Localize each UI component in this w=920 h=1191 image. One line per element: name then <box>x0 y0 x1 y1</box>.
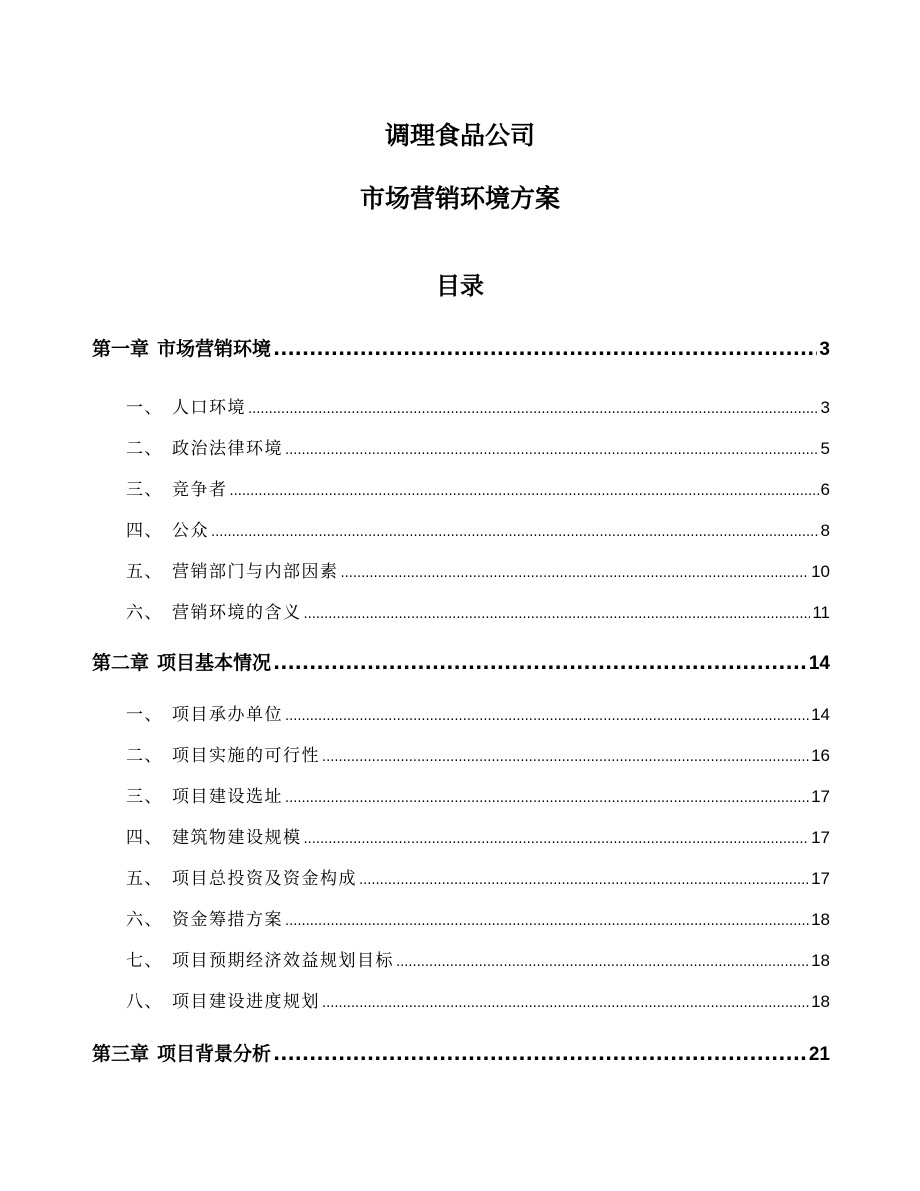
toc-section-number: 二、 <box>126 746 163 766</box>
toc-section-title: 项目建设选址 <box>172 787 283 807</box>
toc-section-number: 六、 <box>126 910 163 930</box>
toc-section-title: 公众 <box>172 521 209 541</box>
toc-section[interactable] <box>126 949 830 975</box>
toc-page-number: 3 <box>820 398 830 417</box>
toc-page-number: 10 <box>811 562 830 581</box>
toc-section[interactable] <box>126 785 830 811</box>
toc-section[interactable] <box>126 867 830 893</box>
toc-leader-dots <box>248 398 819 422</box>
toc-page-number: 17 <box>811 828 830 847</box>
toc-chapter-title: 项目背景分析 <box>157 1043 272 1065</box>
toc-section[interactable] <box>126 396 830 422</box>
toc-chapter-number: 第一章 <box>92 338 150 360</box>
company-name: 调理食品公司 <box>384 121 535 150</box>
toc-section-number: 一、 <box>126 705 163 725</box>
toc-section-number: 一、 <box>126 398 163 418</box>
toc-section-title: 项目承办单位 <box>172 705 283 725</box>
toc-section-number: 五、 <box>126 562 163 582</box>
toc-page-number: 8 <box>820 521 830 540</box>
toc-section-number: 八、 <box>126 992 163 1012</box>
toc-section[interactable] <box>126 908 830 934</box>
toc-page-number: 18 <box>811 992 830 1011</box>
toc-leader-dots <box>285 439 819 463</box>
toc-section-title: 营销部门与内部因素 <box>172 562 339 582</box>
toc-section-title: 项目建设进度规划 <box>172 992 320 1012</box>
toc-section-title: 政治法律环境 <box>172 439 283 459</box>
toc-section-number: 七、 <box>126 951 163 971</box>
toc-page-number: 11 <box>812 603 830 622</box>
toc-section-number: 三、 <box>126 787 163 807</box>
toc-section-number: 三、 <box>126 480 163 500</box>
toc-section[interactable] <box>126 744 830 770</box>
toc-leader-dots <box>304 828 810 852</box>
toc-leader-dots <box>359 869 809 893</box>
toc-section-title: 竞争者 <box>172 480 228 500</box>
toc-leader-dots <box>273 1041 807 1067</box>
toc-page-number: 17 <box>811 869 830 888</box>
toc-page-number: 18 <box>811 910 830 929</box>
toc-section-title: 项目预期经济效益规划目标 <box>172 951 394 971</box>
toc-leader-dots <box>285 910 809 934</box>
toc-leader-dots <box>322 746 809 770</box>
toc-chapter-3[interactable] <box>92 1041 830 1068</box>
toc-section-title: 项目总投资及资金构成 <box>172 869 357 889</box>
toc-section[interactable] <box>126 990 830 1016</box>
toc-section[interactable] <box>126 703 830 729</box>
document-title: 市场营销环境方案 <box>359 184 560 213</box>
toc-section[interactable] <box>126 560 830 586</box>
toc-leader-dots <box>341 562 810 586</box>
toc-chapter-number: 第二章 <box>92 652 150 674</box>
toc-leader-dots <box>304 603 811 627</box>
toc-section[interactable] <box>126 826 830 852</box>
toc-leader-dots <box>396 951 809 975</box>
toc-section[interactable] <box>126 601 830 627</box>
toc-section[interactable] <box>126 437 830 463</box>
toc-section-title: 人口环境 <box>172 398 246 418</box>
toc-chapter-2[interactable] <box>92 650 830 677</box>
toc-section-number: 二、 <box>126 439 163 459</box>
toc-section-number: 四、 <box>126 521 163 541</box>
toc-page-number: 21 <box>808 1044 830 1065</box>
toc-heading: 目录 <box>436 272 484 300</box>
toc-section[interactable] <box>126 519 830 545</box>
toc-page-number: 18 <box>811 951 830 970</box>
toc-page-number: 14 <box>811 705 830 724</box>
toc-page-number: 14 <box>808 653 830 674</box>
toc-page-number: 3 <box>819 339 830 360</box>
toc-section-title: 营销环境的含义 <box>172 603 302 623</box>
toc-section-number: 六、 <box>126 603 163 623</box>
toc-section-number: 五、 <box>126 869 163 889</box>
toc-page-number: 16 <box>811 746 830 765</box>
toc-leader-dots <box>273 650 807 676</box>
toc-leader-dots <box>273 336 817 362</box>
toc-chapter-number: 第三章 <box>92 1043 150 1065</box>
toc-leader-dots <box>230 480 819 504</box>
toc-page-number: 17 <box>811 787 830 806</box>
toc-page-number: 5 <box>820 439 830 458</box>
toc-page-number: 6 <box>820 480 830 499</box>
toc-chapter-1[interactable] <box>92 336 830 363</box>
toc-leader-dots <box>285 705 809 729</box>
toc-leader-dots <box>285 787 809 811</box>
toc-section-title: 建筑物建设规模 <box>172 828 302 848</box>
toc-leader-dots <box>322 992 809 1016</box>
toc-chapter-title: 项目基本情况 <box>157 652 272 674</box>
toc-section-number: 四、 <box>126 828 163 848</box>
toc-chapter-title: 市场营销环境 <box>157 338 272 360</box>
toc-section[interactable] <box>126 478 830 504</box>
toc-section-title: 项目实施的可行性 <box>172 746 320 766</box>
toc-leader-dots <box>211 521 819 545</box>
toc-section-title: 资金筹措方案 <box>172 910 283 930</box>
